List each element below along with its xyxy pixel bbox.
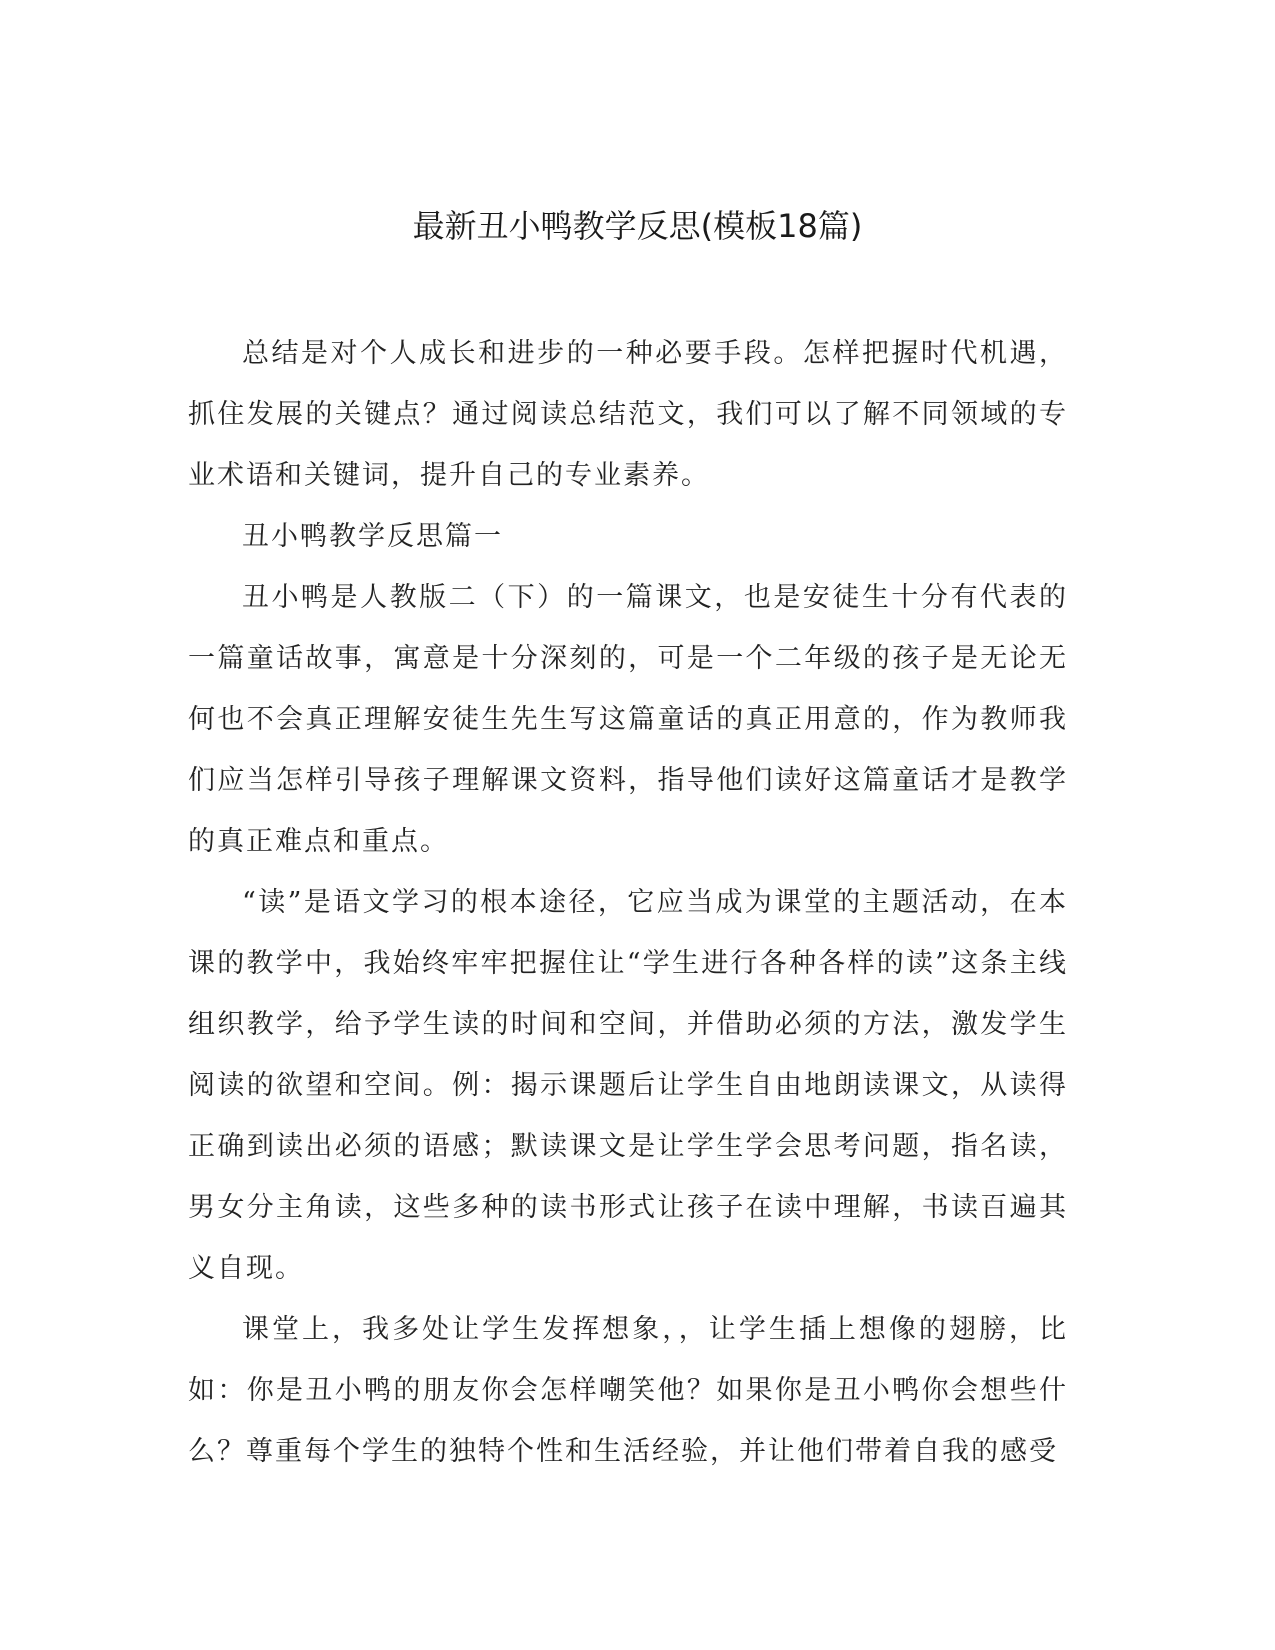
document-body (188, 323, 1068, 1482)
body-paragraph: 丑小鸭是人教版二（下）的一篇课文，也是安徒生十分有代表的一篇童话故事，寓意是十分深刻的，可是一个二年级的孩子是无论无何也不会真正理解安徒生先生写这篇童话的真正用意的，作为教师我们应当怎样引导孩子理解课文资料，指导他们读好这篇童话才是教学的真正难点和重点。 (188, 582, 1068, 857)
intro-paragraph: 总结是对个人成长和进步的一种必要手段。怎样把握时代机遇，抓住发展的关键点？通过阅读总结范文，我们可以了解不同领域的专业术语和关键词，提升自己的专业素养。 (188, 338, 1068, 491)
section-heading: 丑小鸭教学反思篇一 (242, 521, 503, 552)
body-paragraph: 课堂上，我多处让学生发挥想象，，让学生插上想像的翅膀，比如：你是丑小鸭的朋友你会怎样嘲笑他？如果你是丑小鸭你会想些什么？尊重每个学生的独特个性和生活经验，并让他们带着自我的感受 (188, 1314, 1068, 1467)
body-paragraph: “读”是语文学习的根本途径，它应当成为课堂的主题活动，在本课的教学中，我始终牢牢把握住让“学生进行各种各样的读”这条主线组织教学，给予学生读的时间和空间，并借助必须的方法，激发学生阅读的欲望和空间。例：揭示课题后让学生自由地朗读课文，从读得正确到读出必须的语感；默读课文是让学生学会思考问题，指名读，男女分主角读，这些多种的读书形式让孩子在读中理解，书读百遍其义自现。 (188, 887, 1068, 1284)
document-title: 最新丑小鸭教学反思(模板18篇) (412, 207, 863, 245)
